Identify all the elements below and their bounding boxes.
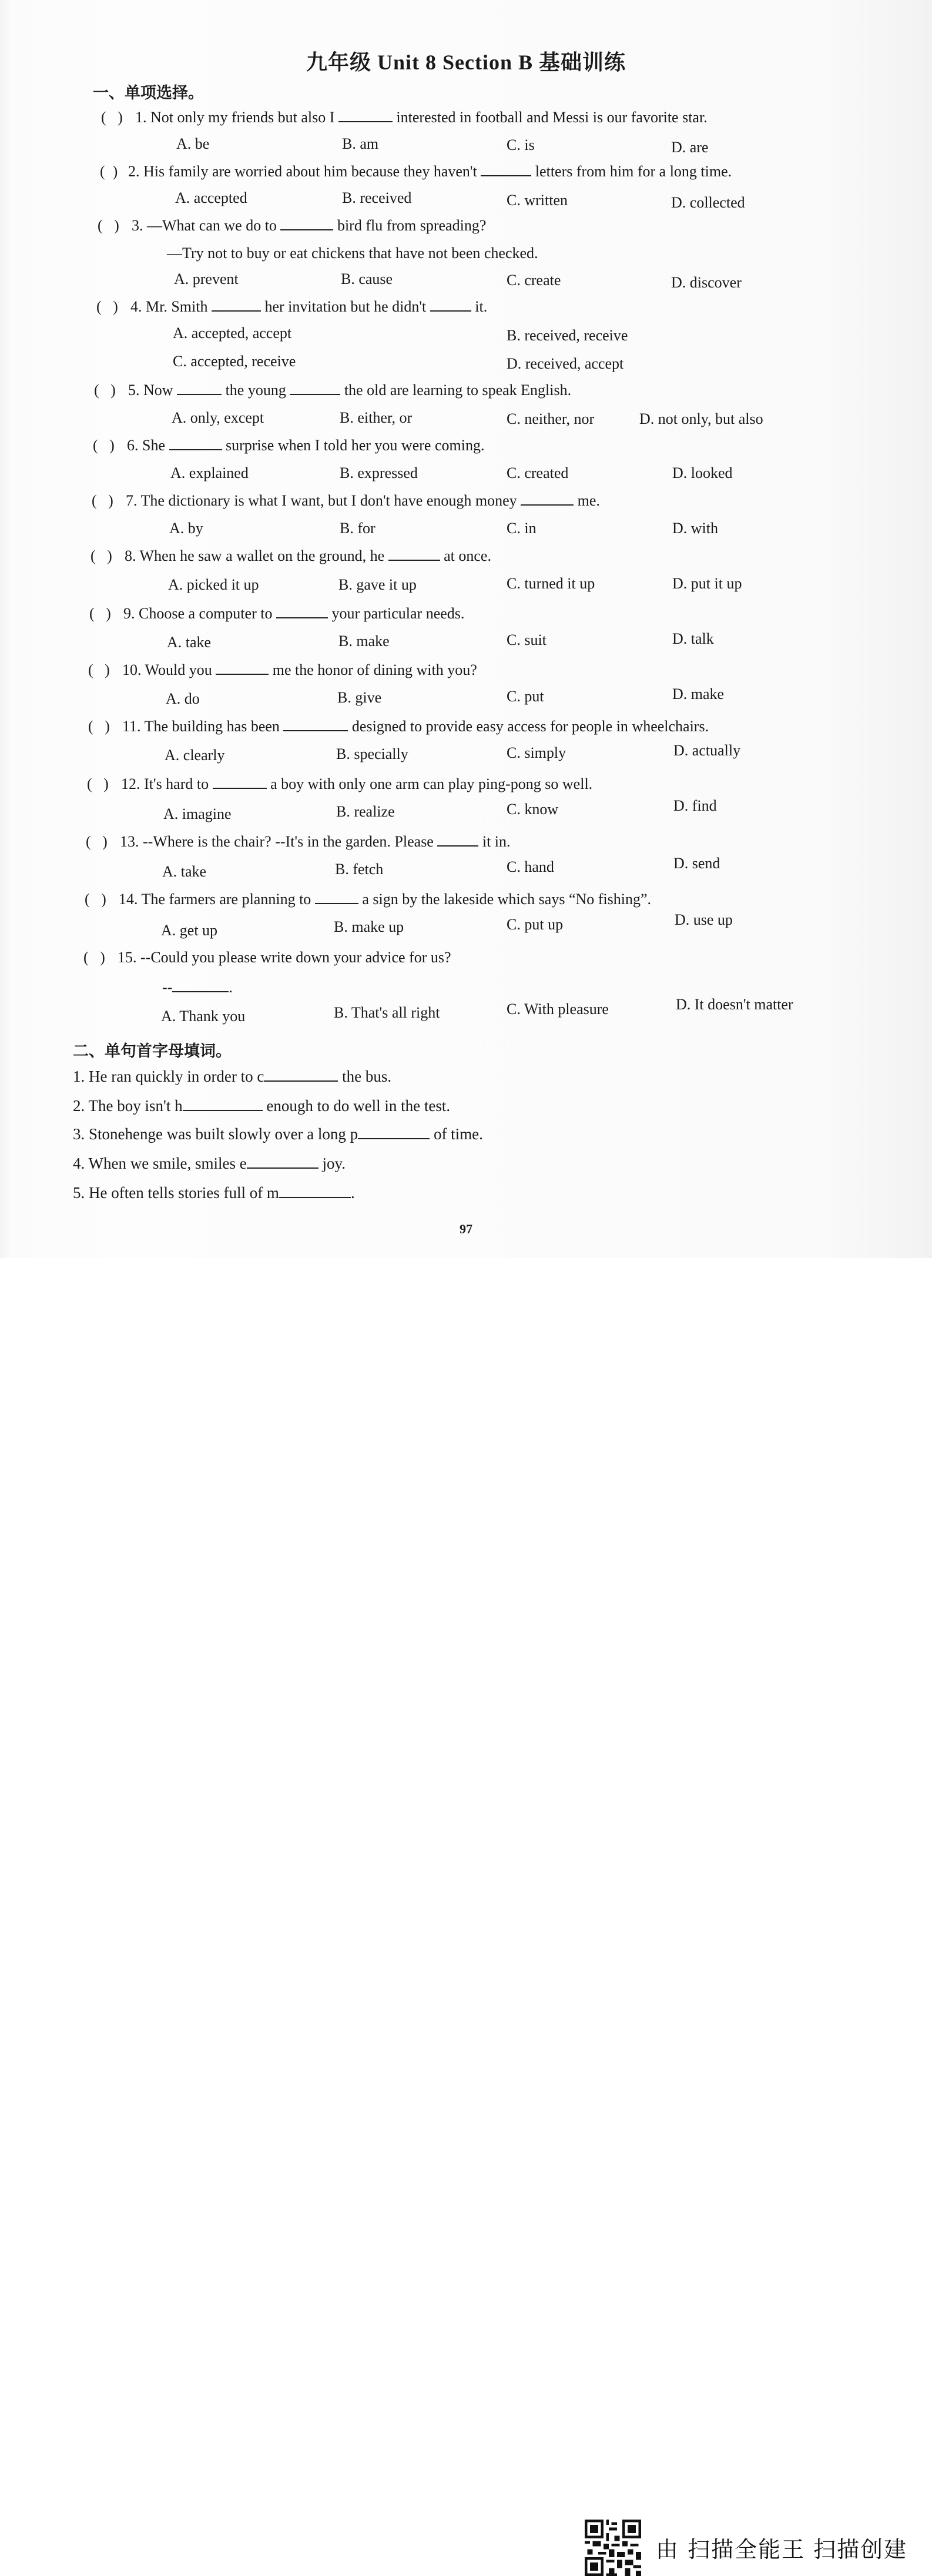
question-3-reply: —Try not to buy or eat chickens that have not been checked. [167,245,538,262]
qr-code-icon [585,2520,641,2576]
option: B. That's all right [334,1004,440,1021]
option: D. talk [672,630,714,647]
page-number: 97 [460,1222,472,1236]
option: D. collected [671,194,745,211]
option: C. in [507,520,537,537]
question-9: ( ) 9. Choose a computer to your particular needs. [89,605,465,622]
option: D. use up [675,911,733,928]
option: D. send [673,855,720,872]
question-11: ( ) 11. The building has been designed to provide easy access for people in wheelchairs. [88,718,709,735]
scanner-footer [0,1258,932,2562]
option: D. make [672,685,725,702]
option: D. looked [672,464,733,481]
question-7: ( ) 7. The dictionary is what I want, but I don't have enough money me. [92,492,600,509]
option: D. received, accept [507,355,624,372]
fill-item-3: 3. Stonehenge was built slowly over a long p of time. [73,1125,483,1143]
option: A. be [176,135,210,152]
question-12: ( ) 12. It's hard to a boy with only one arm can play ping-pong so well. [87,775,593,792]
fill-item-1: 1. He ran quickly in order to c the bus. [73,1068,392,1085]
fill-item-2: 2. The boy isn't h enough to do well in the test. [73,1097,451,1115]
option: A. accepted [175,189,247,206]
option: A. only, except [172,409,264,426]
option: A. Thank you [161,1008,246,1025]
option: D. are [671,139,709,156]
option: A. take [162,863,207,880]
question-15: ( ) 15. --Could you please write down your advice for us? [83,949,451,966]
option: C. put up [507,916,564,933]
option: A. do [166,690,200,707]
option: A. imagine [163,805,232,822]
fill-item-4: 4. When we smile, smiles e joy. [73,1155,346,1172]
section-2-heading: 二、单句首字母填词。 [73,1042,232,1060]
question-5: ( ) 5. Now the young the old are learning to speak English. [94,382,572,399]
question-13: ( ) 13. --Where is the chair? --It's in the garden. Please it in. [86,833,511,850]
option: C. put [507,688,544,705]
option: C. With pleasure [507,1001,609,1018]
fill-item-5: 5. He often tells stories full of m . [73,1184,355,1202]
option: B. make up [334,918,404,935]
option: C. create [507,272,561,289]
option: B. received [342,189,412,206]
option: B. either, or [340,409,413,426]
option: C. know [507,801,559,818]
option: B. gave it up [338,576,417,593]
option: C. neither, nor [507,410,595,427]
question-6: ( ) 6. She surprise when I told her you were coming. [93,437,485,454]
option: A. picked it up [168,576,259,593]
option: B. fetch [335,861,384,878]
worksheet [0,0,932,1258]
option: B. expressed [340,464,418,481]
page-title: 九年级 Unit 8 Section B 基础训练 [306,51,626,74]
question-8: ( ) 8. When he saw a wallet on the ground, he at once. [90,547,491,564]
option: C. simply [507,744,566,761]
option: C. hand [507,858,554,875]
option: B. give [337,689,382,706]
option: C. turned it up [507,575,595,592]
question-1: ( ) 1. Not only my friends but also I interested in football and Messi is our favorite star. [101,109,708,126]
option: A. take [167,634,212,651]
option: C. suit [507,631,547,648]
option: B. cause [341,270,393,287]
question-2: ( ) 2. His family are worried about him because they haven't letters from him for a long time. [100,163,732,180]
option: D. It doesn't matter [676,996,793,1013]
option: A. clearly [165,747,225,764]
option: B. realize [336,803,395,820]
question-14: ( ) 14. The farmers are planning to a sign by the lakeside which says “No fishing”. [85,891,652,908]
option: C. is [507,136,535,153]
option: C. written [507,192,568,209]
option: D. actually [673,742,741,759]
option: B. received, receive [507,327,628,344]
option: C. created [507,464,569,481]
scanner-watermark-text: 由 扫描全能王 扫描创建 [656,2537,908,2562]
question-10: ( ) 10. Would you me the honor of dining with you? [88,661,477,678]
option: D. discover [671,274,742,291]
question-3: ( ) 3. —What can we do to bird flu from spreading? [98,217,487,234]
option: B. am [342,135,379,152]
option: D. with [672,520,718,537]
question-4: ( ) 4. Mr. Smith her invitation but he didn't it. [96,298,488,315]
option: B. specially [336,745,408,762]
option: D. not only, but also [639,410,763,427]
option: A. get up [161,922,218,939]
option: C. accepted, receive [173,353,296,370]
option: B. make [338,633,390,650]
option: D. put it up [672,575,742,592]
option: D. find [673,797,717,814]
option: A. explained [170,464,249,481]
option: A. accepted, accept [173,324,292,342]
option: B. for [340,520,376,537]
option: A. by [169,520,203,537]
section-1-heading: 一、单项选择。 [93,84,204,102]
option: A. prevent [174,270,239,287]
question-15-reply: -- . [162,979,233,996]
